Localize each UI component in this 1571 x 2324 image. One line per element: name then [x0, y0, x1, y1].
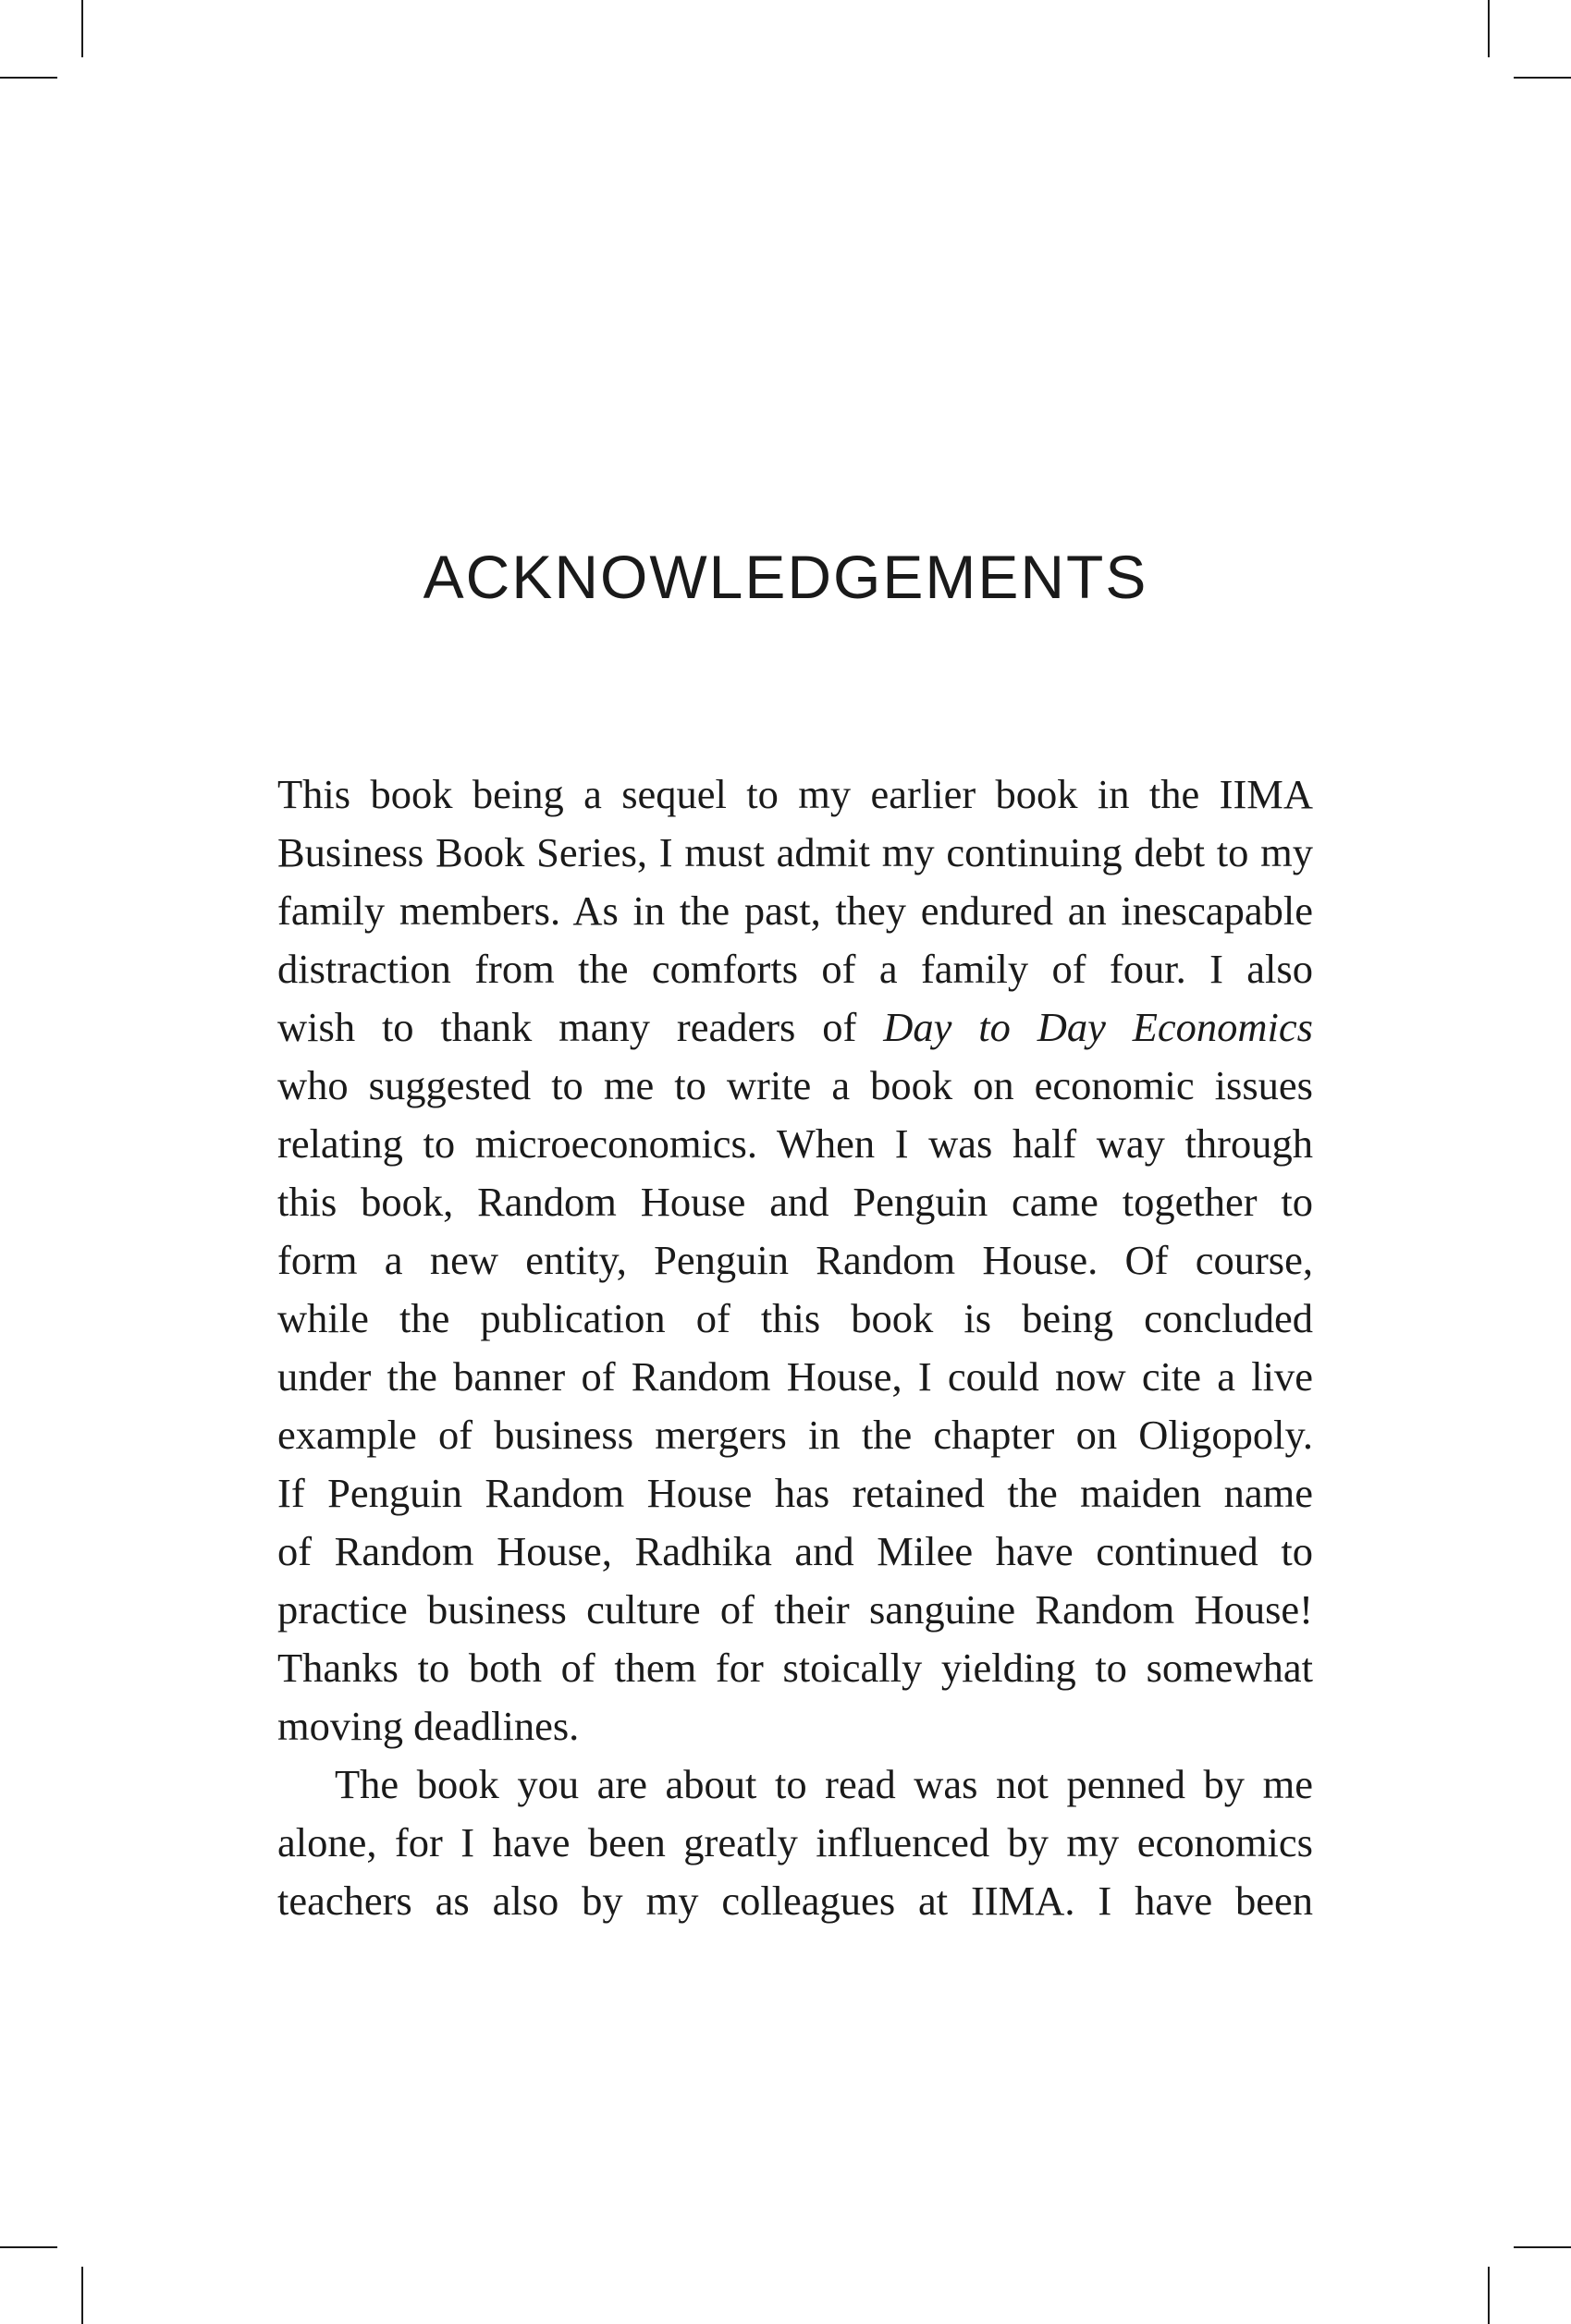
text-line: this book, Random House and Penguin came together to [277, 1179, 1313, 1225]
text-line: alone, for I have been greatly influenced by my economics [277, 1819, 1313, 1865]
text-line: This book being a sequel to my earlier book in the IIMA [277, 771, 1313, 817]
body-text [277, 765, 1313, 1930]
text-line: The book you are about to read was not penned by me [335, 1761, 1313, 1807]
crop-mark-top-left-vertical [81, 0, 83, 57]
crop-mark-top-right-vertical [1488, 0, 1490, 57]
text-line: example of business mergers in the chapter on Oligopoly. [277, 1412, 1313, 1458]
page-title: ACKNOWLEDGEMENTS [423, 543, 1148, 611]
crop-mark-bottom-right-horizontal [1514, 2246, 1571, 2248]
text-line: If Penguin Random House has retained the maiden name [277, 1470, 1313, 1516]
crop-mark-bottom-right-vertical [1488, 2267, 1490, 2324]
book-title-italic: Day to Day Economics [883, 1004, 1313, 1050]
text-line: Business Book Series, I must admit my continuing debt to my [277, 829, 1313, 875]
text-line: form a new entity, Penguin Random House. Of course, [277, 1237, 1313, 1283]
text-line: who suggested to me to write a book on economic issues [277, 1062, 1313, 1108]
text-line: Thanks to both of them for stoically yielding to somewhat [277, 1645, 1313, 1691]
paragraph-2 [277, 1755, 1313, 1930]
paragraph-1 [277, 765, 1313, 1755]
crop-mark-top-right-horizontal [1514, 77, 1571, 79]
text-line: of Random House, Radhika and Milee have continued to [277, 1528, 1313, 1574]
text-line: teachers as also by my colleagues at IIMA. I have been [277, 1878, 1313, 1924]
text-segment: wish to thank many readers of [277, 1004, 884, 1050]
text-line: relating to microeconomics. When I was half way through [277, 1120, 1313, 1167]
text-line: under the banner of Random House, I could now cite a live [277, 1353, 1313, 1400]
text-line: while the publication of this book is being concluded [277, 1295, 1313, 1341]
text-line: moving deadlines. [277, 1703, 580, 1749]
text-line: distraction from the comforts of a family of four. I also [277, 946, 1313, 992]
crop-mark-bottom-left-horizontal [0, 2246, 57, 2248]
text-line: practice business culture of their sanguine Random House! [277, 1586, 1313, 1633]
crop-mark-top-left-horizontal [0, 77, 57, 79]
text-line-with-title [277, 998, 1313, 1057]
text-line: family members. As in the past, they endured an inescapable [277, 887, 1313, 934]
crop-mark-bottom-left-vertical [81, 2267, 83, 2324]
